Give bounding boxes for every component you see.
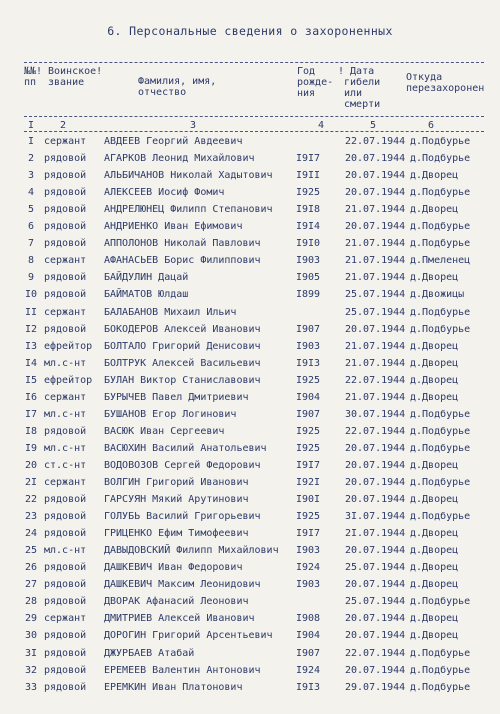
row-rank: рядовой	[44, 323, 87, 335]
table-row	[0, 269, 500, 286]
header-mid-rule	[24, 116, 484, 117]
row-full-name: ДВОРАК Афанасий Леонович	[104, 596, 249, 608]
row-full-name: ЕРЕМКИН Иван Платонович	[104, 681, 243, 693]
row-birth-year: I9I3	[296, 681, 321, 693]
row-death-date: 20.07.1944	[345, 579, 406, 591]
row-birth-year: I9I7	[296, 459, 321, 471]
row-origin-place: д.Дворец	[410, 204, 459, 216]
row-number: 9	[27, 272, 35, 284]
row-number: 30	[24, 630, 38, 642]
row-origin-place: д.Подбурье	[410, 221, 471, 233]
row-number: I6	[24, 391, 38, 403]
row-full-name: БОКОДЕРОВ Алексей Иванович	[104, 323, 261, 335]
row-rank: сержант	[44, 306, 87, 318]
row-origin-place: д.Подбурье	[410, 153, 471, 165]
row-birth-year: I924	[296, 562, 321, 574]
row-full-name: ГРИЦЕНКО Ефим Тимофеевич	[104, 528, 249, 540]
row-number: 23	[24, 511, 38, 523]
row-rank: сержант	[44, 136, 87, 147]
row-origin-place: д.Пмеленец	[410, 255, 471, 267]
row-full-name: ВОЛГИН Григорий Иванович	[104, 477, 249, 488]
header-name: Фамилия, имя, отчество	[138, 76, 217, 98]
row-origin-place: д.Двожицы	[410, 289, 465, 301]
column-number-6: 6	[428, 120, 435, 131]
row-birth-year: I908	[296, 613, 321, 625]
row-full-name: БУШАНОВ Егор Логинович	[104, 408, 237, 420]
row-death-date: 21.07.1944	[345, 340, 406, 352]
row-full-name: АНДРИЕНКО Иван Ефимович	[104, 221, 243, 233]
row-full-name: АГАРКОВ Леонид Михайлович	[104, 153, 255, 165]
row-origin-place: д.Дворец	[410, 272, 459, 284]
row-number: 6	[27, 221, 35, 233]
row-full-name: ДАШКЕВИЧ Максим Леонидович	[104, 579, 261, 591]
row-origin-place: д.Дворец	[410, 459, 459, 471]
row-birth-year: I903	[296, 340, 321, 352]
table-row	[0, 423, 500, 440]
row-full-name: ГАРСУЯН Мякий Арутинович	[104, 494, 249, 506]
table-row	[0, 252, 500, 269]
row-number: 7	[27, 238, 35, 250]
row-number: 24	[24, 528, 38, 540]
row-death-date: 20.07.1944	[345, 494, 406, 506]
row-death-date: 21.07.1944	[345, 255, 406, 267]
row-full-name: БАЛАБАНОВ Михаил Ильич	[104, 306, 237, 318]
row-birth-year: I907	[296, 408, 321, 420]
row-full-name: БУЛАН Виктор Станиславович	[104, 374, 261, 386]
row-origin-place: д.Дворец	[410, 613, 459, 625]
row-number: 8	[27, 255, 35, 267]
row-full-name: ДАШКЕВИЧ Иван Федорович	[104, 562, 243, 574]
row-number: 28	[24, 596, 38, 608]
row-birth-year: I904	[296, 630, 321, 642]
column-number-3: 3	[190, 120, 197, 131]
header-date: ! Дата гибели или смерти	[338, 66, 381, 110]
table-row	[0, 491, 500, 508]
row-birth-year: I9I8	[296, 204, 321, 216]
row-death-date: 22.07.1944	[345, 374, 406, 386]
row-death-date: 20.07.1944	[345, 442, 406, 454]
row-death-date: 21.07.1944	[345, 357, 406, 369]
row-origin-place: д.Подбурье	[410, 323, 471, 335]
row-rank: сержант	[44, 391, 87, 403]
header-top-rule	[24, 62, 484, 63]
row-rank: мл.с-нт	[44, 357, 87, 369]
row-rank: сержант	[44, 477, 87, 488]
page-title: 6. Персональные сведения о захороненных	[107, 24, 393, 38]
row-origin-place: д.Подбурье	[410, 136, 471, 147]
row-birth-year: I925	[296, 425, 321, 437]
header-year: Год рожде- ния	[297, 66, 334, 99]
row-death-date: 20.07.1944	[345, 170, 406, 182]
row-rank: рядовой	[44, 289, 87, 301]
row-full-name: ЕРЕМЕЕВ Валентин Антонович	[104, 664, 261, 676]
table-row	[0, 167, 500, 184]
row-number: 26	[24, 562, 38, 574]
row-origin-place: д.Подбурье	[410, 442, 471, 454]
row-number: I9	[24, 442, 38, 454]
row-rank: рядовой	[44, 153, 87, 165]
row-death-date: 20.07.1944	[345, 459, 406, 471]
table-row	[0, 576, 500, 593]
row-rank: рядовой	[44, 681, 87, 693]
row-origin-place: д.Подбурье	[410, 425, 471, 437]
row-birth-year: I90I	[296, 494, 321, 506]
row-origin-place: д.Дворец	[410, 374, 459, 386]
table-row	[0, 389, 500, 406]
row-full-name: ВОДОВОЗОВ Сергей Федорович	[104, 459, 261, 471]
table-row	[0, 457, 500, 474]
row-number: I5	[24, 374, 38, 386]
row-rank: ефрейтор	[44, 340, 93, 352]
row-death-date: 21.07.1944	[345, 204, 406, 216]
row-rank: рядовой	[44, 630, 87, 642]
row-origin-place: д.Подбурье	[410, 681, 471, 693]
table-row	[0, 679, 500, 696]
row-number: 4	[27, 187, 35, 199]
row-death-date: 20.07.1944	[345, 323, 406, 335]
row-birth-year: I925	[296, 374, 321, 386]
row-rank: сержант	[44, 613, 87, 625]
row-rank: рядовой	[44, 170, 87, 182]
row-full-name: АППОЛОНОВ Николай Павлович	[104, 238, 261, 250]
row-number: 5	[27, 204, 35, 216]
row-rank: рядовой	[44, 238, 87, 250]
row-full-name: ДОРОГИН Григорий Арсентьевич	[104, 630, 273, 642]
row-origin-place: д.Подбурье	[410, 477, 471, 488]
row-full-name: АЛЬБИЧАНОВ Николай Хадытович	[104, 170, 273, 182]
row-number: 3I	[24, 647, 38, 659]
row-full-name: БУРЫЧЕВ Павел Дмитриевич	[104, 391, 249, 403]
row-number: I3	[24, 340, 38, 352]
row-origin-place: д.Подбурье	[410, 238, 471, 250]
row-rank: рядовой	[44, 221, 87, 233]
row-birth-year: I903	[296, 579, 321, 591]
row-death-date: 25.07.1944	[345, 306, 406, 318]
row-birth-year: I907	[296, 647, 321, 659]
row-full-name: ВАСЮХИН Василий Анатольевич	[104, 442, 267, 454]
row-origin-place: д.Дворец	[410, 170, 459, 182]
row-origin-place: д.Подбурье	[410, 187, 471, 199]
row-birth-year: I9I0	[296, 238, 321, 250]
row-full-name: АФАНАСЬЕВ Борис Филиппович	[104, 255, 261, 267]
row-rank: рядовой	[44, 272, 87, 284]
row-number: 32	[24, 664, 38, 676]
table-row	[0, 372, 500, 389]
row-origin-place: д.Дворец	[410, 528, 459, 540]
table-row	[0, 235, 500, 252]
row-origin-place: д.Дворец	[410, 340, 459, 352]
row-number: 20	[24, 459, 38, 471]
row-number: 29	[24, 613, 38, 625]
row-birth-year: I925	[296, 511, 321, 523]
table-row	[0, 184, 500, 201]
row-number: 27	[24, 579, 38, 591]
row-death-date: 30.07.1944	[345, 408, 406, 420]
row-full-name: БОЛТРУК Алексей Васильевич	[104, 357, 261, 369]
row-death-date: 20.07.1944	[345, 221, 406, 233]
row-full-name: БАЙДУЛИН Дацай	[104, 272, 189, 284]
row-full-name: ДЖУРБАЕВ Атабай	[104, 647, 195, 659]
table-row	[0, 508, 500, 525]
row-origin-place: д.Подбурье	[410, 596, 471, 608]
row-birth-year: I9II	[296, 170, 321, 182]
row-number: 2I	[24, 477, 38, 488]
row-death-date: 20.07.1944	[345, 664, 406, 676]
row-birth-year: I904	[296, 391, 321, 403]
row-death-date: 20.07.1944	[345, 613, 406, 625]
row-rank: рядовой	[44, 647, 87, 659]
row-rank: мл.с-нт	[44, 442, 87, 454]
row-number: I0	[24, 289, 38, 301]
row-rank: мл.с-нт	[44, 408, 87, 420]
table-row	[0, 542, 500, 559]
table-row	[0, 218, 500, 235]
row-death-date: 25.07.1944	[345, 562, 406, 574]
row-birth-year: I9I7	[296, 528, 321, 540]
row-birth-year: I899	[296, 289, 321, 301]
row-death-date: 21.07.1944	[345, 391, 406, 403]
table-row	[0, 559, 500, 576]
table-row	[0, 593, 500, 610]
table-row	[0, 286, 500, 303]
row-origin-place: д.Подбурье	[410, 511, 471, 523]
row-death-date: 20.07.1944	[345, 477, 406, 488]
row-origin-place: д.Подбурье	[410, 408, 471, 420]
row-death-date: 22.07.1944	[345, 136, 406, 147]
header-bottom-rule	[24, 131, 484, 132]
row-death-date: 21.07.1944	[345, 238, 406, 250]
row-death-date: 21.07.1944	[345, 272, 406, 284]
row-origin-place: д.Дворец	[410, 357, 459, 369]
row-death-date: 20.07.1944	[345, 630, 406, 642]
row-full-name: БАЙМАТОВ Юлдаш	[104, 289, 189, 301]
row-birth-year: I925	[296, 442, 321, 454]
table-row	[0, 133, 500, 150]
row-origin-place: д.Подбурье	[410, 664, 471, 676]
row-origin-place: д.Дворец	[410, 494, 459, 506]
row-number: 25	[24, 545, 38, 557]
row-full-name: ГОЛУБЬ Василий Григорьевич	[104, 511, 261, 523]
row-death-date: 29.07.1944	[345, 681, 406, 693]
row-rank: рядовой	[44, 204, 87, 216]
row-rank: рядовой	[44, 596, 87, 608]
row-full-name: ДАВЫДОВСКИЙ Филипп Михайлович	[104, 545, 279, 557]
row-death-date: 22.07.1944	[345, 647, 406, 659]
table-row	[0, 525, 500, 542]
table-row	[0, 150, 500, 167]
table-row	[0, 474, 500, 491]
row-rank: рядовой	[44, 528, 87, 540]
row-birth-year: I9I7	[296, 153, 321, 165]
row-number: I2	[24, 323, 38, 335]
row-birth-year: I907	[296, 323, 321, 335]
row-number: I8	[24, 425, 38, 437]
row-full-name: ДМИТРИЕВ Алексей Иванович	[104, 613, 255, 625]
row-death-date: 20.07.1944	[345, 187, 406, 199]
header-place: Откуда перезахоронен	[406, 72, 485, 94]
row-origin-place: д.Дворец	[410, 579, 459, 591]
header-rank: Воинское! звание	[48, 66, 103, 88]
row-death-date: 20.07.1944	[345, 153, 406, 165]
row-rank: ефрейтор	[44, 374, 93, 386]
row-birth-year: I9I3	[296, 357, 321, 369]
row-origin-place: д.Подбурье	[410, 647, 471, 659]
row-birth-year: I9I4	[296, 221, 321, 233]
row-number: 3	[27, 170, 35, 182]
row-rank: рядовой	[44, 579, 87, 591]
table-row	[0, 406, 500, 423]
table-row	[0, 304, 500, 321]
row-rank: рядовой	[44, 425, 87, 437]
column-number-5: 5	[370, 120, 377, 131]
row-rank: мл.с-нт	[44, 545, 87, 557]
row-number: I	[27, 136, 35, 147]
row-death-date: 2I.07.1944	[345, 528, 406, 540]
table-row	[0, 355, 500, 372]
column-number-4: 4	[318, 120, 325, 131]
row-death-date: 3I.07.1944	[345, 511, 406, 523]
row-birth-year: I925	[296, 187, 321, 199]
row-birth-year: I903	[296, 255, 321, 267]
column-number-1: I	[28, 120, 35, 131]
row-number: 33	[24, 681, 38, 693]
row-death-date: 22.07.1944	[345, 425, 406, 437]
row-rank: сержант	[44, 255, 87, 267]
table-row	[0, 321, 500, 338]
row-number: I7	[24, 408, 38, 420]
row-rank: рядовой	[44, 562, 87, 574]
row-birth-year: I924	[296, 664, 321, 676]
row-number: 2	[27, 153, 35, 165]
table-row	[0, 610, 500, 627]
row-number: 22	[24, 494, 38, 506]
row-full-name: АЛЕКСЕЕВ Иосиф Фомич	[104, 187, 225, 199]
row-full-name: АВДЕЕВ Георгий Авдеевич	[104, 136, 243, 147]
row-full-name: ВАСЮК Иван Сергеевич	[104, 425, 225, 437]
row-death-date: 25.07.1944	[345, 289, 406, 301]
row-origin-place: д.Дворец	[410, 545, 459, 557]
row-birth-year: I92I	[296, 477, 321, 488]
table-row	[0, 201, 500, 218]
table-row	[0, 662, 500, 679]
row-full-name: БОЛТАЛО Григорий Денисович	[104, 340, 261, 352]
row-rank: рядовой	[44, 511, 87, 523]
row-number: I4	[24, 357, 38, 369]
table-row	[0, 338, 500, 355]
column-number-2: 2	[60, 120, 67, 131]
row-number: II	[24, 306, 38, 318]
row-full-name: АНДРЕЛЮНЕЦ Филипп Степанович	[104, 204, 273, 216]
row-death-date: 25.07.1944	[345, 596, 406, 608]
row-origin-place: д.Подбурье	[410, 306, 471, 318]
row-birth-year: I903	[296, 545, 321, 557]
row-rank: рядовой	[44, 494, 87, 506]
row-origin-place: д.Дворец	[410, 562, 459, 574]
row-birth-year: I905	[296, 272, 321, 284]
row-rank: ст.с-нт	[44, 459, 87, 471]
row-origin-place: д.Дворец	[410, 630, 459, 642]
row-rank: рядовой	[44, 187, 87, 199]
row-origin-place: д.Дворец	[410, 391, 459, 403]
table-row	[0, 645, 500, 662]
table-row	[0, 440, 500, 457]
row-rank: рядовой	[44, 664, 87, 676]
table-row	[0, 627, 500, 644]
row-death-date: 20.07.1944	[345, 545, 406, 557]
header-num: №№! пп	[24, 66, 43, 88]
